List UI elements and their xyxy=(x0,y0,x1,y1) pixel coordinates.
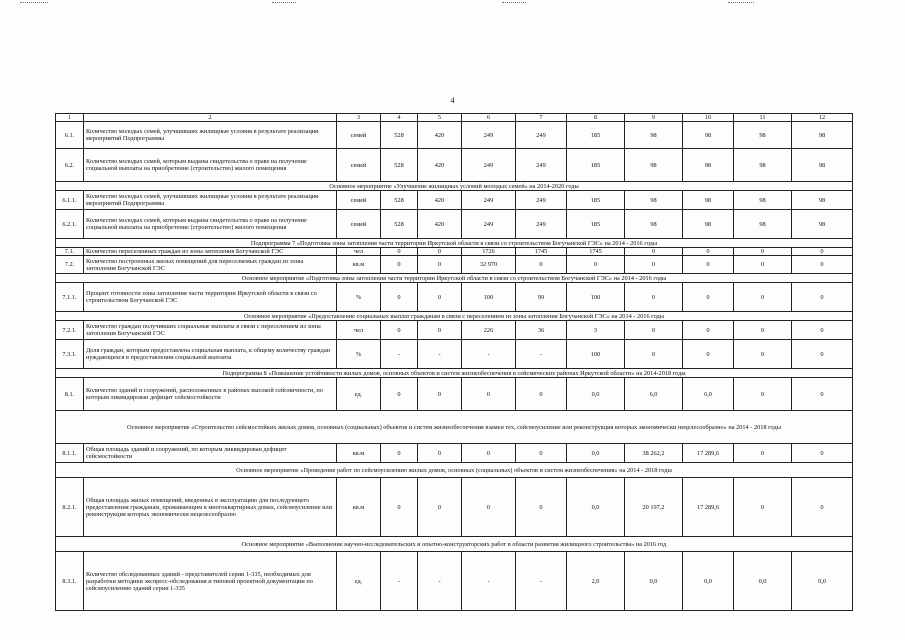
value-cell: 0 xyxy=(462,378,516,411)
value-cell: 0 xyxy=(792,256,853,274)
section-title: Основное мероприятие «Подготовка зоны затопления части территории Иркутской области в связи со строительством Богучанской ГЭС» на 2014 - 2016 годы xyxy=(56,274,853,283)
indicator-row xyxy=(56,552,853,611)
value-cell: 98 xyxy=(683,149,734,182)
value-cell: 185 xyxy=(567,149,625,182)
value-cell: 0,0 xyxy=(683,552,734,611)
value-cell: 0 xyxy=(418,256,462,274)
indicator-number: 7.3.1. xyxy=(56,340,84,369)
indicator-name: Общая площадь зданий и сооружений, по которым ликвидирован дефицит сейсмостойкости xyxy=(84,444,337,463)
value-cell: 0 xyxy=(734,321,792,340)
value-cell: 0,0 xyxy=(625,552,683,611)
value-cell: 0 xyxy=(625,256,683,274)
value-cell: 1745 xyxy=(516,248,567,256)
indicator-name: Количество построенных жилых помещений для переселяемых граждан из зоны затопления Богучанской ГЭС xyxy=(84,256,337,274)
indicator-row xyxy=(56,340,853,369)
value-cell: 0 xyxy=(683,283,734,312)
indicator-name: Количество молодых семей, которым выданы свидетельства о праве на получение социальной выплаты на приобретение (строительство) жилого помещения xyxy=(84,149,337,182)
value-cell: - xyxy=(462,552,516,611)
value-cell: 36 xyxy=(516,321,567,340)
value-cell: 6,0 xyxy=(683,378,734,411)
value-cell: 0 xyxy=(418,444,462,463)
value-cell: 0 xyxy=(381,248,418,256)
value-cell: 0 xyxy=(381,321,418,340)
indicator-row xyxy=(56,210,853,239)
value-cell: 0,0 xyxy=(567,378,625,411)
value-cell: 0 xyxy=(683,256,734,274)
value-cell: 6,0 xyxy=(625,378,683,411)
unit-cell: семей xyxy=(337,210,381,239)
value-cell: 3 xyxy=(567,321,625,340)
indicator-name: Количество молодых семей, улучшивших жилищные условия в результате реализации мероприятий Подпрограммы xyxy=(84,122,337,149)
value-cell: 528 xyxy=(381,149,418,182)
section-header-row xyxy=(56,411,853,444)
value-cell: 98 xyxy=(734,210,792,239)
unit-cell: ед. xyxy=(337,378,381,411)
value-cell: - xyxy=(418,340,462,369)
value-cell: 0 xyxy=(792,478,853,537)
value-cell: 0 xyxy=(381,378,418,411)
value-cell: 100 xyxy=(567,340,625,369)
indicator-number: 8.1. xyxy=(56,378,84,411)
indicator-name: Количество переселенных граждан из зоны затопления Богучанской ГЭС xyxy=(84,248,337,256)
indicator-row xyxy=(56,256,853,274)
column-number: 5 xyxy=(418,114,462,122)
unit-cell: семей xyxy=(337,122,381,149)
value-cell: 0,0 xyxy=(567,478,625,537)
value-cell: 420 xyxy=(418,122,462,149)
value-cell: 17 289,6 xyxy=(683,444,734,463)
value-cell: 0 xyxy=(792,340,853,369)
value-cell: 0 xyxy=(567,256,625,274)
indicator-name: Количество граждан получивших социальные выплаты в связи с переселением из зоны затопления Богучанской ГЭС xyxy=(84,321,337,340)
value-cell: 0 xyxy=(462,444,516,463)
value-cell: 38 262,2 xyxy=(625,444,683,463)
section-header-row xyxy=(56,369,853,378)
value-cell: 17 289,6 xyxy=(683,478,734,537)
indicator-row xyxy=(56,149,853,182)
value-cell: - xyxy=(462,340,516,369)
value-cell: 98 xyxy=(683,210,734,239)
indicator-row xyxy=(56,283,853,312)
value-cell: 0 xyxy=(381,283,418,312)
indicator-name: Процент готовности зоны затопления части территории Иркутской области в связи со строительством Богучанской ГЭС xyxy=(84,283,337,312)
column-number: 4 xyxy=(381,114,418,122)
value-cell: 0,0 xyxy=(734,552,792,611)
unit-cell: семей xyxy=(337,191,381,210)
value-cell: 0 xyxy=(734,340,792,369)
value-cell: 0 xyxy=(418,248,462,256)
value-cell: 1745 xyxy=(567,248,625,256)
section-header-row xyxy=(56,239,853,248)
value-cell: 0 xyxy=(683,248,734,256)
value-cell: 0 xyxy=(625,248,683,256)
value-cell: 0 xyxy=(683,340,734,369)
value-cell: 420 xyxy=(418,210,462,239)
section-title: Основное мероприятие «Строительство сейсмостойких жилых домов, основных (социальных) объектов и систем жизнеобеспечения взамен тех, сейсмоусиление или реконструкция которых экономически нецелесообразно» на 2014 - 2018 годы xyxy=(56,411,853,444)
value-cell: 185 xyxy=(567,210,625,239)
value-cell: 249 xyxy=(462,149,516,182)
value-cell: 0 xyxy=(683,321,734,340)
indicator-number: 7.1. xyxy=(56,248,84,256)
value-cell: 98 xyxy=(625,210,683,239)
column-number: 11 xyxy=(734,114,792,122)
value-cell: 100 xyxy=(567,283,625,312)
indicator-number: 8.1.1. xyxy=(56,444,84,463)
value-cell: 98 xyxy=(625,122,683,149)
column-number: 6 xyxy=(462,114,516,122)
section-title: Основное мероприятие «Улучшение жилищных условий молодых семей» на 2014-2020 годы xyxy=(56,182,853,191)
indicator-row xyxy=(56,444,853,463)
value-cell: 249 xyxy=(516,122,567,149)
value-cell: 249 xyxy=(462,191,516,210)
unit-cell: % xyxy=(337,340,381,369)
indicator-number: 8.2.1. xyxy=(56,478,84,537)
indicator-number: 6.1. xyxy=(56,122,84,149)
unit-cell: чел xyxy=(337,321,381,340)
indicator-name: Количество обследованных зданий - представителей серии 1-335, необходимых для разработки методики экспресс-обследования и типовой проектной документации по сейсмоусилению зданий серии 1-335 xyxy=(84,552,337,611)
column-number: 12 xyxy=(792,114,853,122)
value-cell: 20 197,2 xyxy=(625,478,683,537)
value-cell: 528 xyxy=(381,122,418,149)
value-cell: 249 xyxy=(516,149,567,182)
section-title: Основное мероприятие «Проведение работ по сейсмоусилению жилых домов, основных (социальных) объектов и систем жизнеобеспечения» на 2014 - 2018 годы xyxy=(56,463,853,478)
indicator-row xyxy=(56,122,853,149)
indicator-number: 6.2. xyxy=(56,149,84,182)
unit-cell: кв.м xyxy=(337,256,381,274)
value-cell: 98 xyxy=(792,149,853,182)
indicator-number: 8.3.1. xyxy=(56,552,84,611)
value-cell: 185 xyxy=(567,191,625,210)
page-number: 4 xyxy=(450,96,455,105)
indicator-number: 7.2.1. xyxy=(56,321,84,340)
value-cell: 98 xyxy=(625,149,683,182)
value-cell: 100 xyxy=(462,283,516,312)
section-title: Основное мероприятие «Выполнение научно-исследовательских и опытно-конструкторских работ в области развития жилищного строительства» на 2016 год xyxy=(56,537,853,552)
value-cell: 0 xyxy=(462,478,516,537)
scan-edge-marks xyxy=(0,0,905,14)
column-number: 3 xyxy=(337,114,381,122)
value-cell: 0 xyxy=(418,378,462,411)
section-header-row xyxy=(56,312,853,321)
value-cell: - xyxy=(381,340,418,369)
unit-cell: % xyxy=(337,283,381,312)
unit-cell: семей xyxy=(337,149,381,182)
value-cell: 0 xyxy=(381,256,418,274)
value-cell: 0 xyxy=(792,378,853,411)
value-cell: 0 xyxy=(516,444,567,463)
indicator-row xyxy=(56,378,853,411)
indicator-row xyxy=(56,248,853,256)
value-cell: 98 xyxy=(734,122,792,149)
unit-cell: ед. xyxy=(337,552,381,611)
column-number: 1 xyxy=(56,114,84,122)
value-cell: 249 xyxy=(462,122,516,149)
value-cell: 1726 xyxy=(462,248,516,256)
section-header-row xyxy=(56,274,853,283)
value-cell: 0 xyxy=(516,478,567,537)
value-cell: 32 970 xyxy=(462,256,516,274)
value-cell: 0 xyxy=(792,321,853,340)
value-cell: 420 xyxy=(418,191,462,210)
value-cell: 528 xyxy=(381,210,418,239)
value-cell: 249 xyxy=(516,191,567,210)
column-number-row xyxy=(56,114,853,122)
value-cell: - xyxy=(381,552,418,611)
unit-cell: чел xyxy=(337,248,381,256)
value-cell: 0 xyxy=(734,248,792,256)
indicator-number: 6.1.1. xyxy=(56,191,84,210)
indicator-name: Доля граждан, которым предоставлена социальная выплата, к общему количеству граждан нуждающихся в предоставлении социальной выплаты xyxy=(84,340,337,369)
value-cell: 98 xyxy=(734,149,792,182)
indicator-name: Количество молодых семей, улучшивших жилищные условия в результате реализации мероприятий Подпрограммы xyxy=(84,191,337,210)
value-cell: 249 xyxy=(516,210,567,239)
section-title: Подпрограмма 8 «Повышение устойчивости жилых домов, основных объектов и систем жизнеобеспечения в сейсмических районах Иркутской области» на 2014-2018 годы xyxy=(56,369,853,378)
unit-cell: кв.м xyxy=(337,478,381,537)
value-cell: 0 xyxy=(734,283,792,312)
value-cell: 98 xyxy=(625,191,683,210)
value-cell: 0,0 xyxy=(792,552,853,611)
value-cell: 420 xyxy=(418,149,462,182)
value-cell: - xyxy=(516,340,567,369)
value-cell: 0 xyxy=(381,444,418,463)
section-title: Подпрограмма 7 «Подготовка зоны затопления части территории Иркутской области в связи со строительством Богучанской ГЭС» на 2014 - 2016 годы xyxy=(56,239,853,248)
value-cell: 98 xyxy=(792,191,853,210)
value-cell: 98 xyxy=(683,122,734,149)
indicator-row xyxy=(56,191,853,210)
value-cell: 0 xyxy=(625,283,683,312)
value-cell: 0 xyxy=(734,444,792,463)
column-number: 7 xyxy=(516,114,567,122)
column-number: 8 xyxy=(567,114,625,122)
value-cell: 98 xyxy=(792,210,853,239)
value-cell: 226 xyxy=(462,321,516,340)
value-cell: 0 xyxy=(418,321,462,340)
indicator-number: 7.2. xyxy=(56,256,84,274)
indicator-row xyxy=(56,321,853,340)
value-cell: 0 xyxy=(734,478,792,537)
section-title: Основное мероприятие «Предоставление социальных выплат гражданам в связи с переселением из зоны затопления Богучанской ГЭС» на 2014 - 2016 годы xyxy=(56,312,853,321)
value-cell: 2,0 xyxy=(567,552,625,611)
value-cell: 98 xyxy=(734,191,792,210)
value-cell: 0 xyxy=(734,378,792,411)
value-cell: 98 xyxy=(683,191,734,210)
value-cell: 0 xyxy=(516,256,567,274)
value-cell: 0 xyxy=(792,283,853,312)
indicator-name: Общая площадь жилых помещений, введенных в эксплуатацию для последующего предоставления гражданам, проживающим в многоквартирных домах, сейсмоусиление или реконструкция которых экономически нецелесообразно xyxy=(84,478,337,537)
section-header-row xyxy=(56,537,853,552)
column-number: 2 xyxy=(84,114,337,122)
indicator-row xyxy=(56,478,853,537)
value-cell: 0 xyxy=(734,256,792,274)
column-number: 9 xyxy=(625,114,683,122)
section-header-row xyxy=(56,182,853,191)
column-number: 10 xyxy=(683,114,734,122)
value-cell: 0,0 xyxy=(567,444,625,463)
value-cell: 0 xyxy=(381,478,418,537)
indicator-name: Количество молодых семей, которым выданы свидетельства о праве на получение социальной выплаты на приобретение (строительство) жилого помещения xyxy=(84,210,337,239)
value-cell: 0 xyxy=(792,248,853,256)
value-cell: 98 xyxy=(792,122,853,149)
value-cell: 0 xyxy=(418,478,462,537)
value-cell: 0 xyxy=(792,444,853,463)
value-cell: 0 xyxy=(418,283,462,312)
value-cell: - xyxy=(516,552,567,611)
indicator-name: Количество зданий и сооружений, расположенных в районах высокой сейсмичности, по которым ликвидирован дефицит сейсмостойкости xyxy=(84,378,337,411)
section-header-row xyxy=(56,463,853,478)
indicators-table xyxy=(55,113,853,611)
unit-cell: кв.м xyxy=(337,444,381,463)
value-cell: 0 xyxy=(625,340,683,369)
value-cell: 528 xyxy=(381,191,418,210)
value-cell: - xyxy=(418,552,462,611)
value-cell: 0 xyxy=(516,378,567,411)
value-cell: 0 xyxy=(625,321,683,340)
value-cell: 185 xyxy=(567,122,625,149)
value-cell: 99 xyxy=(516,283,567,312)
indicator-number: 7.1.1. xyxy=(56,283,84,312)
value-cell: 249 xyxy=(462,210,516,239)
indicator-number: 6.2.1. xyxy=(56,210,84,239)
